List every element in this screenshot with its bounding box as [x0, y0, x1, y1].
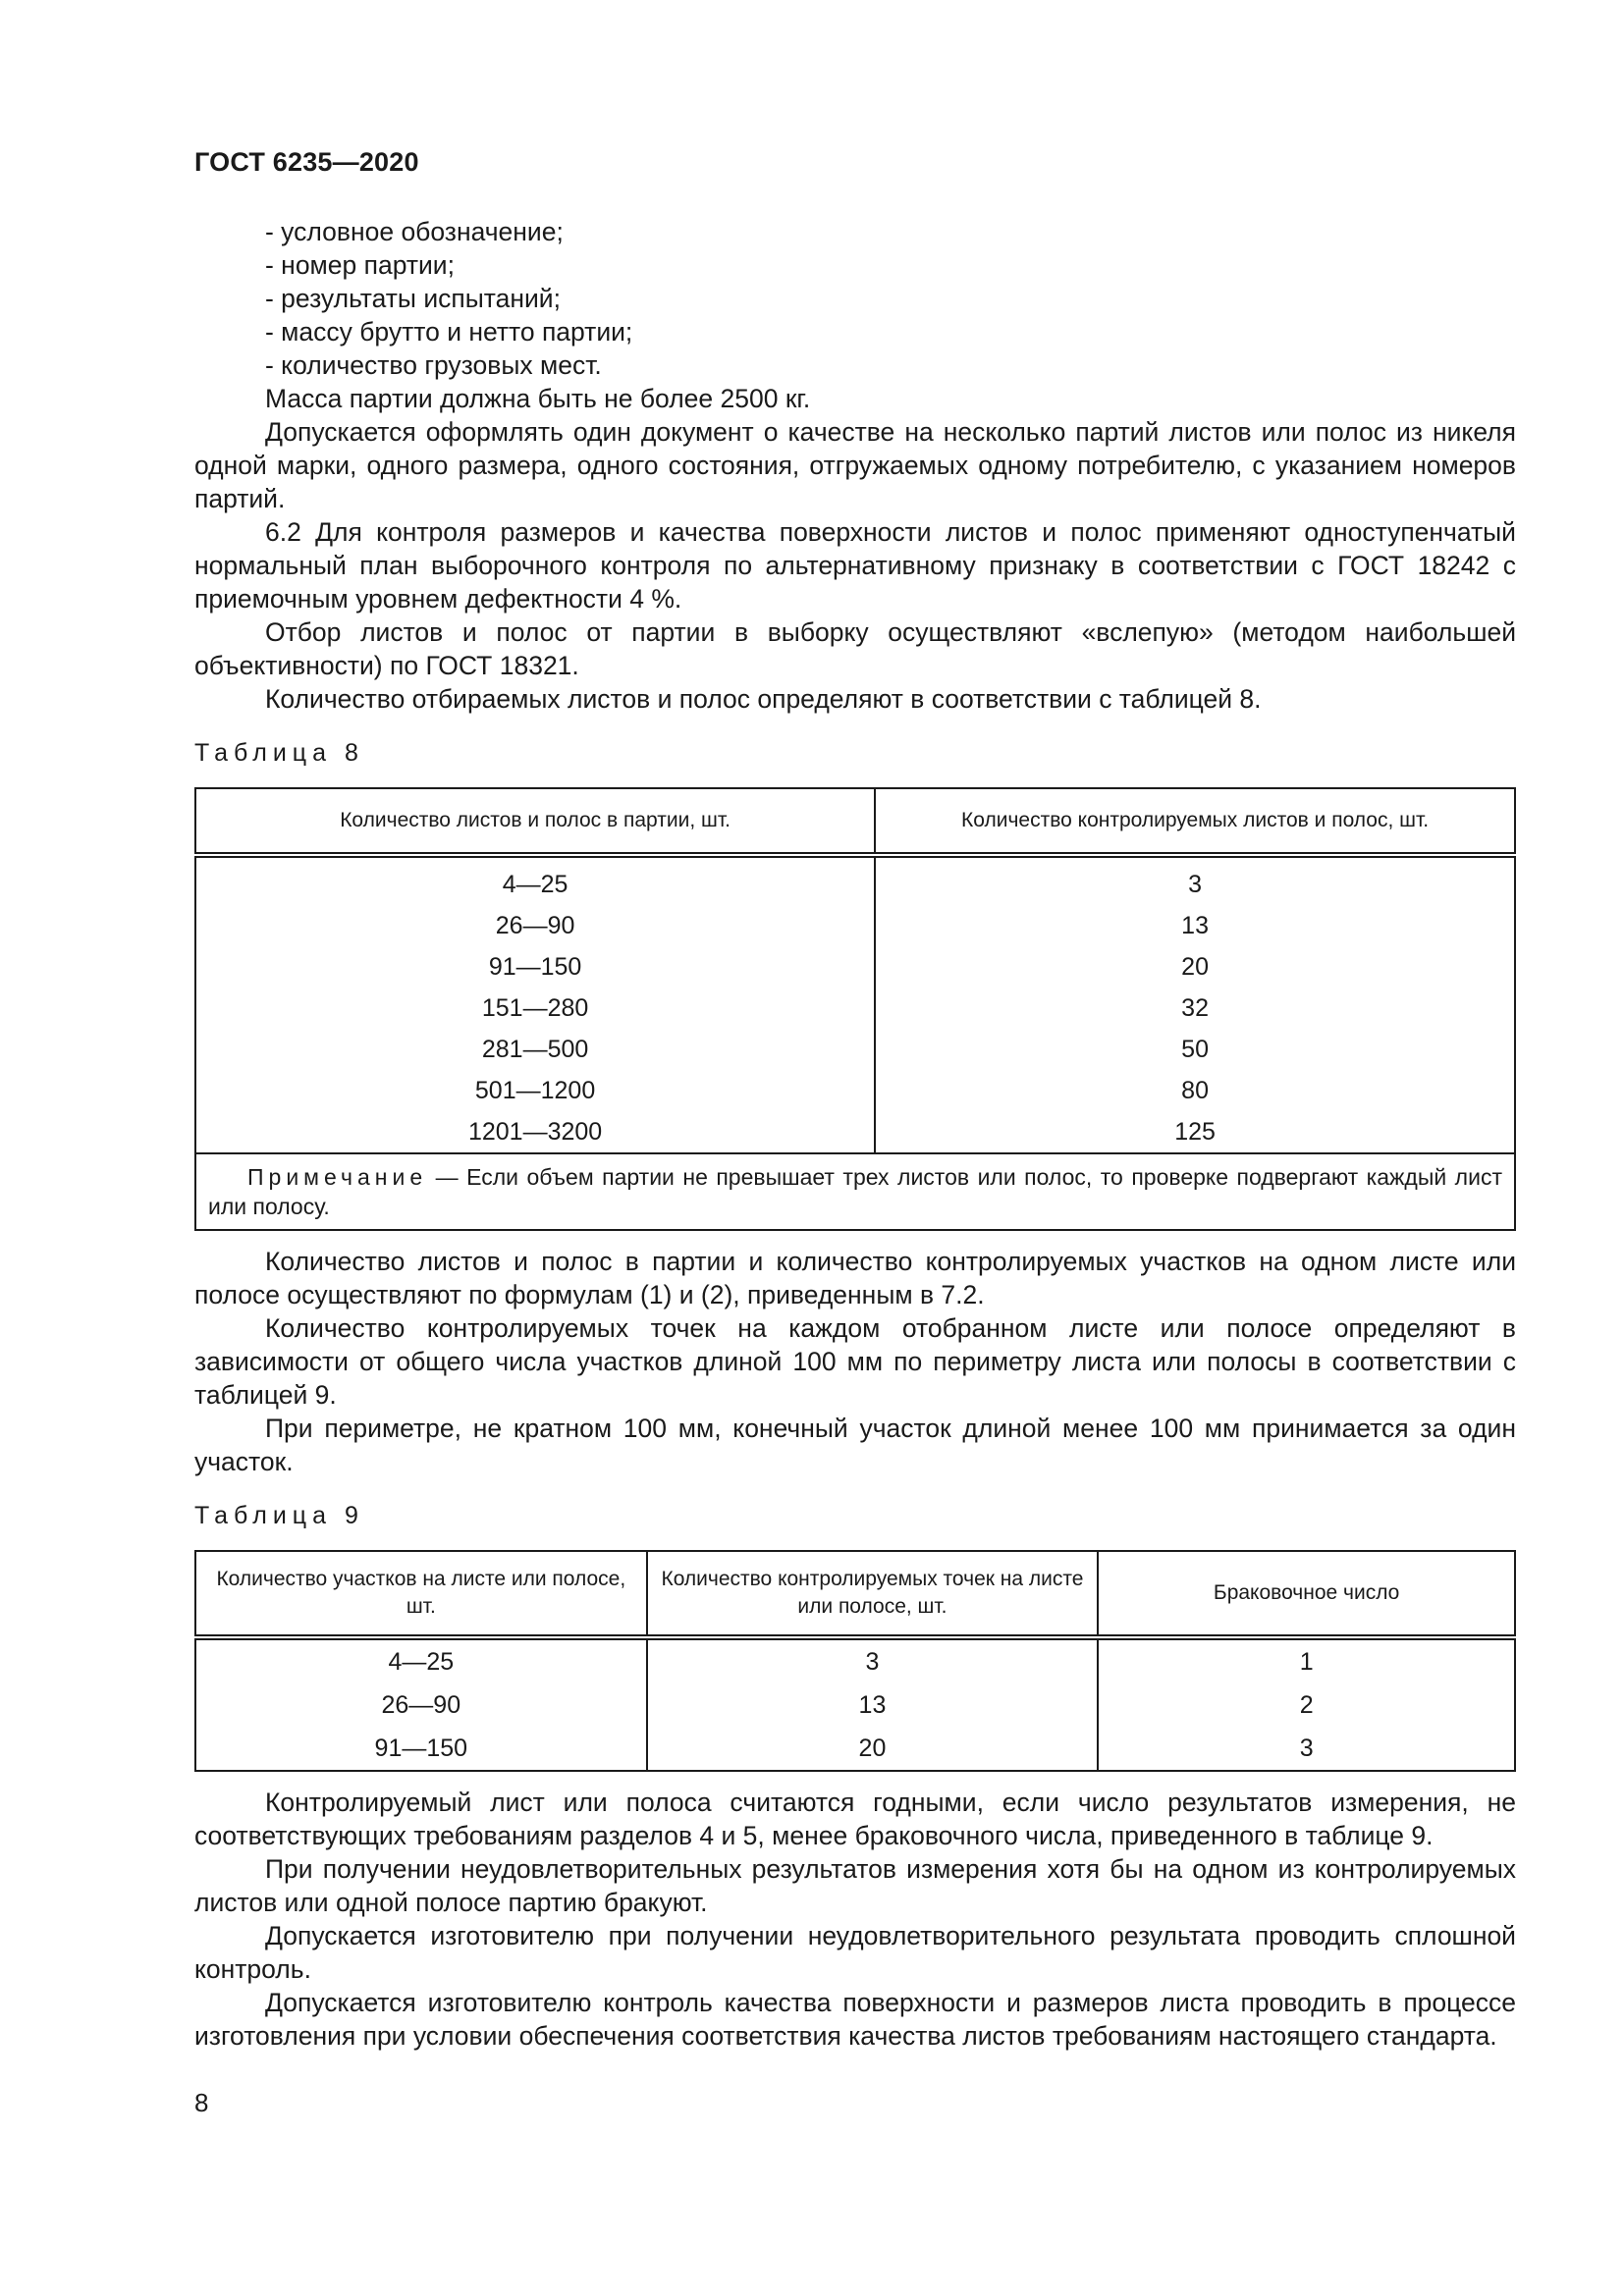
table-row [195, 1111, 1515, 1153]
table-row [195, 1637, 1515, 1683]
paragraph: Отбор листов и полос от партии в выборку осуществляют «вслепую» (методом наибольшей объективности) по ГОСТ 18321. [194, 617, 1516, 680]
table-cell: 151—280 [195, 988, 875, 1029]
table-cell: 1 [1299, 1648, 1314, 1676]
table-row [195, 946, 1515, 988]
table-row [195, 1683, 1515, 1727]
table-row [195, 905, 1515, 946]
table-row [195, 988, 1515, 1029]
table-cell: 4—25 [195, 855, 875, 905]
list-item: - результаты испытаний; [265, 284, 561, 313]
table-cell: 3 [1299, 1735, 1314, 1762]
table-cell: 3 [1188, 871, 1203, 898]
table9-header-cell: Количество контролируемых точек на листе или полосе, шт. [647, 1551, 1099, 1637]
paragraph: 6.2 Для контроля размеров и качества поверхности листов и полос применяют одноступенчатый нормальный план выборочного контроля по альтернативному признаку в соответствии с ГОСТ 18242 с приемочным уровнем дефектности 4 %. [194, 517, 1516, 614]
table-cell: 13 [1181, 912, 1209, 939]
table-row [195, 855, 1515, 905]
page-number: 8 [194, 2088, 209, 2117]
paragraph: Количество листов и полос в партии и количество контролируемых участков на одном листе или полосе осуществляют по формулам (1) и (2), приведенным в 7.2. [194, 1247, 1516, 1309]
list-item: - условное обозначение; [265, 217, 564, 246]
table9-header-cell: Браковочное число [1098, 1551, 1515, 1637]
table8-note [195, 1153, 1515, 1230]
table-cell: 20 [647, 1727, 1099, 1771]
table-cell: 26—90 [195, 1683, 647, 1727]
table-cell: 281—500 [195, 1029, 875, 1070]
table9 [194, 1550, 1516, 1772]
table8-header-cell: Количество листов и полос в партии, шт. [195, 788, 875, 855]
table-cell: 3 [647, 1637, 1099, 1683]
list-item: - массу брутто и нетто партии; [265, 317, 633, 347]
table-cell: 2 [1299, 1691, 1314, 1719]
paragraph: Допускается изготовителю контроль качества поверхности и размеров листа проводить в процессе изготовления при условии обеспечения соответствия качества листов требованиям настоящего стандарта. [194, 1988, 1516, 2051]
paragraph: Количество контролируемых точек на каждом отобранном листе или полосе определяют в зависимости от общего числа участков длиной 100 мм по периметру листа или полосы в соответствии с таблицей 9. [194, 1313, 1516, 1410]
table-cell: 4—25 [195, 1637, 647, 1683]
table9-caption: Таблица 9 [194, 1502, 364, 1529]
table-cell: 91—150 [195, 946, 875, 988]
paragraph: Количество отбираемых листов и полос определяют в соответствии с таблицей 8. [265, 684, 1262, 714]
table-row [195, 1727, 1515, 1771]
list-item: - номер партии; [265, 250, 455, 280]
table-cell: 125 [1174, 1118, 1216, 1146]
table-cell: 501—1200 [195, 1070, 875, 1111]
note-text: — Если объем партии не превышает трех листов или полос, то проверке подвергают каждый лист или полосу. [208, 1164, 1502, 1219]
table-cell: 91—150 [195, 1727, 647, 1771]
paragraph: Масса партии должна быть не более 2500 кг. [265, 384, 811, 413]
table9-header-cell: Количество участков на листе или полосе, шт. [195, 1551, 647, 1637]
table-row [195, 1070, 1515, 1111]
table-cell: 20 [1181, 953, 1209, 981]
table8 [194, 787, 1516, 1231]
paragraph: Допускается изготовителю при получении неудовлетворительного результата проводить сплошной контроль. [194, 1921, 1516, 1984]
document-page [194, 137, 1516, 2118]
table-cell: 1201—3200 [195, 1111, 875, 1153]
paragraph: Допускается оформлять один документ о качестве на несколько партий листов или полос из никеля одной марки, одного размера, одного состояния, отгружаемых одному потребителю, с указанием номеров партий. [194, 417, 1516, 513]
table8-header-cell: Количество контролируемых листов и полос, шт. [875, 788, 1515, 855]
note-label: Примечание [247, 1164, 428, 1190]
paragraph: При получении неудовлетворительных результатов измерения хотя бы на одном из контролируемых листов или одной полосе партию бракуют. [194, 1854, 1516, 1917]
table-cell: 50 [1181, 1036, 1209, 1063]
table-cell: 26—90 [195, 905, 875, 946]
table-row [195, 1029, 1515, 1070]
table-cell: 13 [647, 1683, 1099, 1727]
table-note-row [195, 1153, 1515, 1230]
paragraph: При периметре, не кратном 100 мм, конечный участок длиной менее 100 мм принимается за один участок. [194, 1414, 1516, 1476]
document-header: ГОСТ 6235—2020 [194, 147, 419, 177]
table8-caption: Таблица 8 [194, 739, 364, 767]
list-item: - количество грузовых мест. [265, 350, 602, 380]
table-cell: 32 [1181, 994, 1209, 1022]
paragraph: Контролируемый лист или полоса считаются годными, если число результатов измерения, не соответствующих требованиям разделов 4 и 5, менее браковочного числа, приведенного в таблице 9. [194, 1788, 1516, 1850]
table-cell: 80 [1181, 1077, 1209, 1104]
